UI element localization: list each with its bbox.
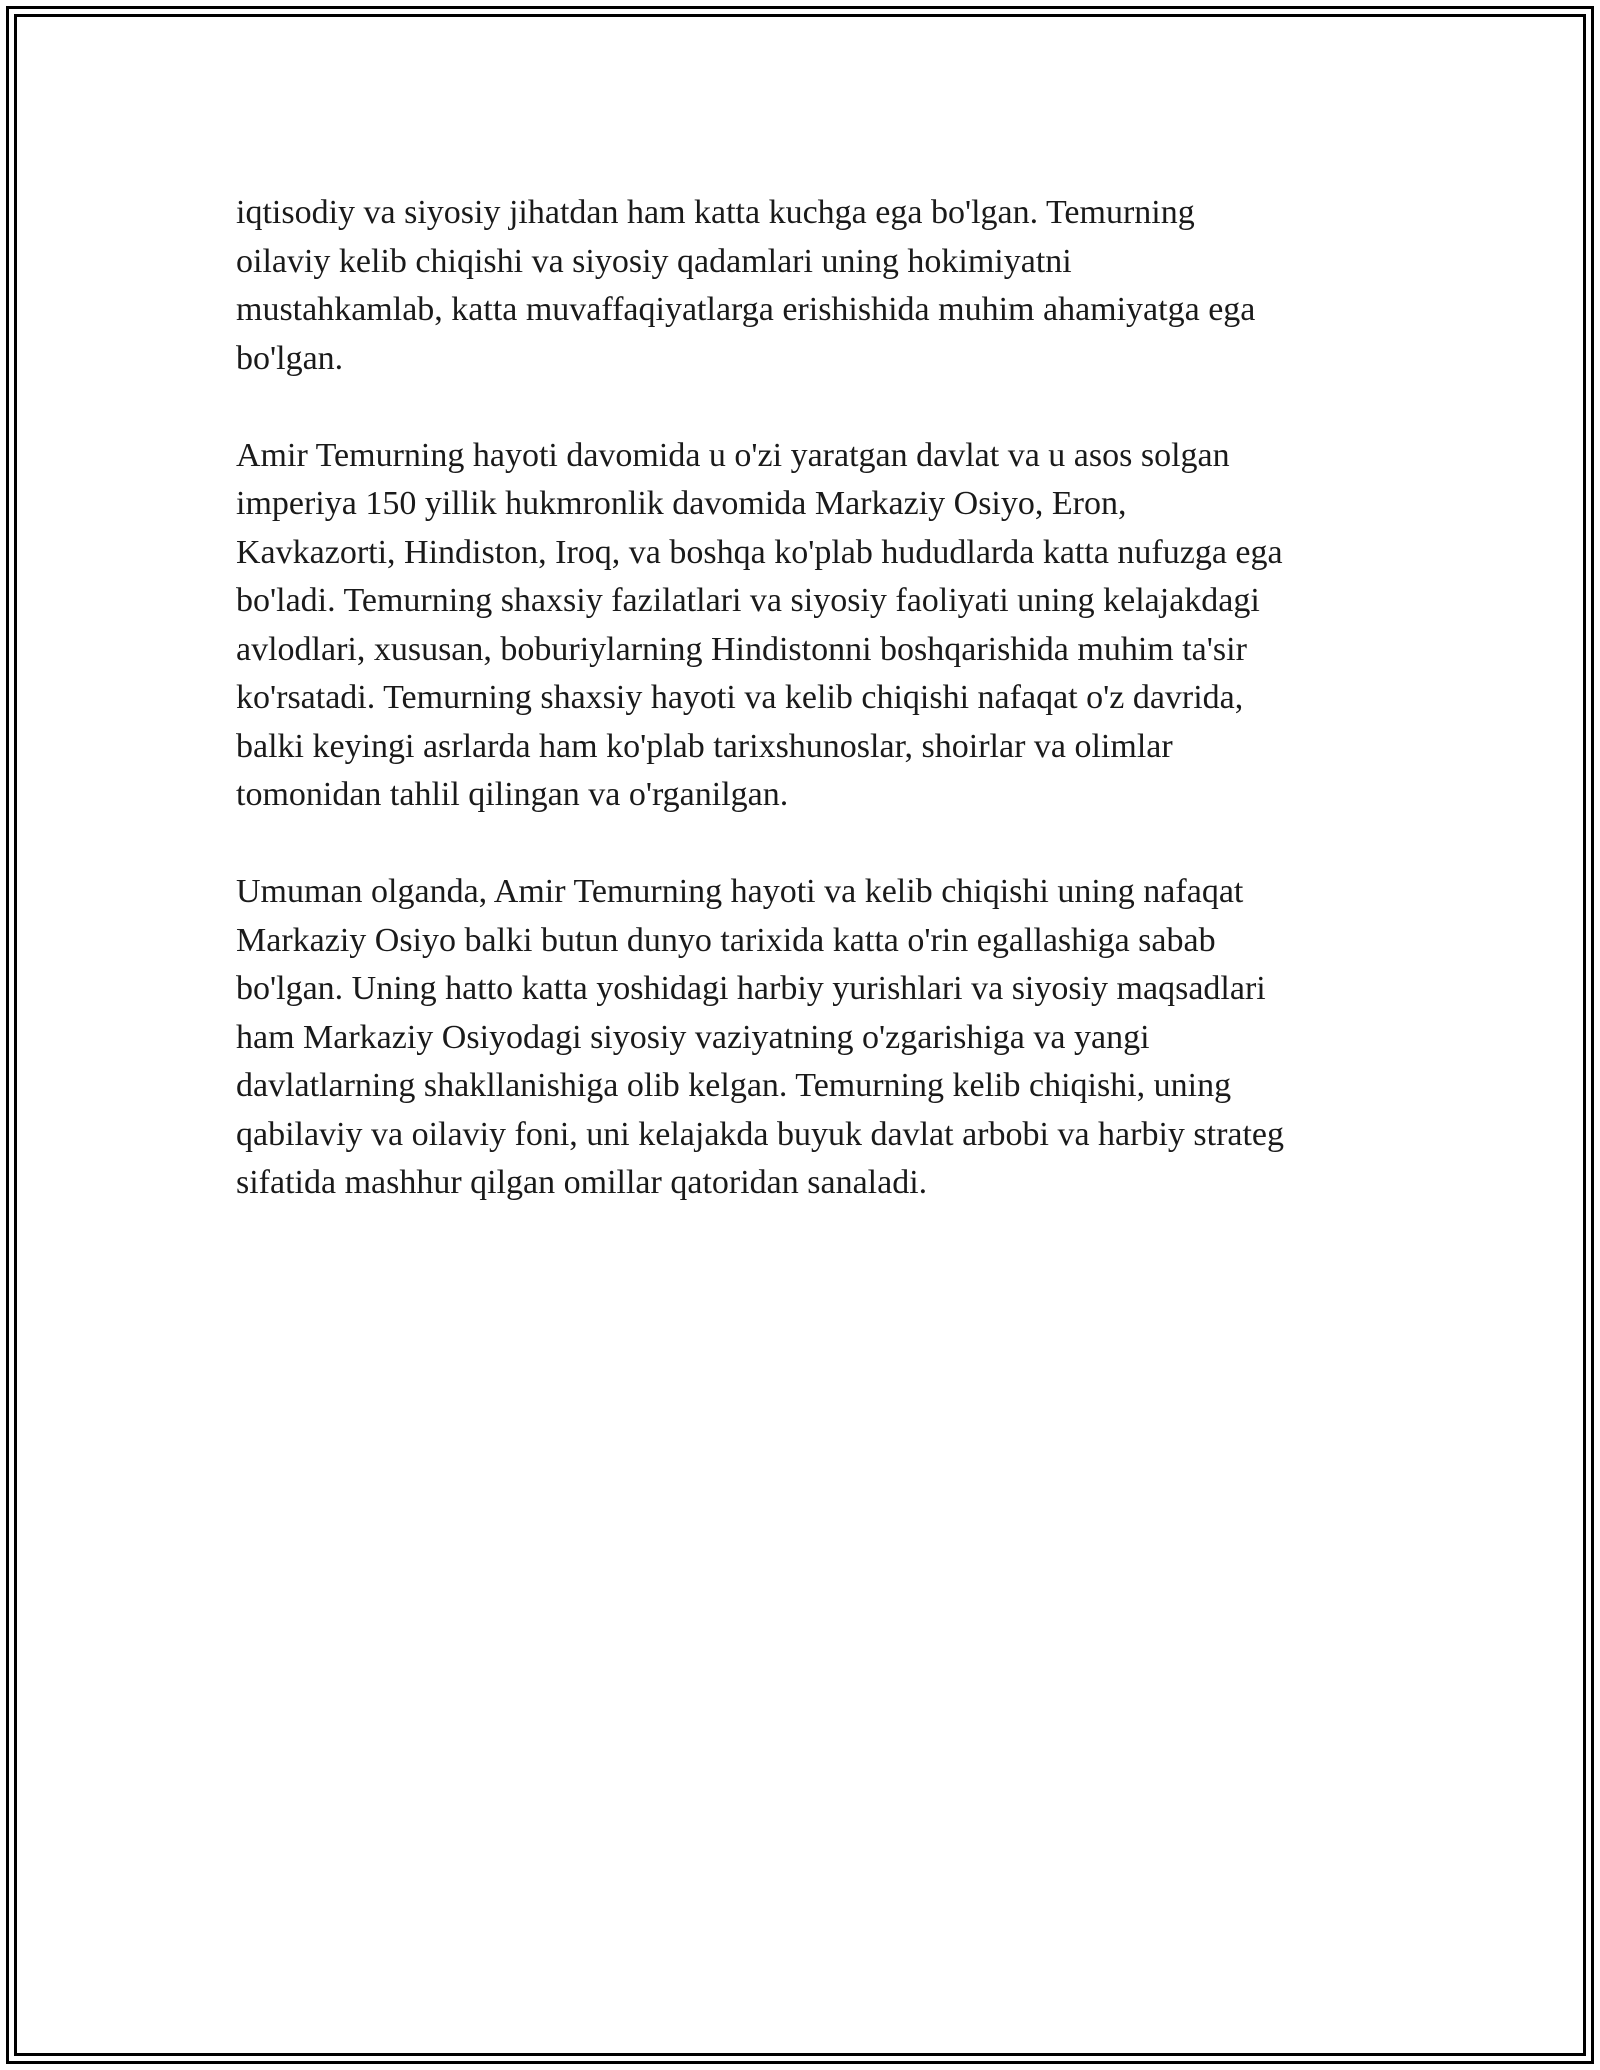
paragraph-2: Amir Temurning hayoti davomida u o'zi yaratgan davlat va u asos solgan imperiya 150 yillik hukmronlik davomida Markaziy Osiyo, Eron, Kavkazorti, Hindiston, Iroq, va boshqa ko'plab hududlarda katta nufuzga ega bo'ladi. Temurning shaxsiy fazilatlari va siyosiy faoliyati uning kelajakdagi avlodlari, xususan, boburiylarning Hindistonni boshqarishida muhim ta'sir ko'rsatadi. Temurning shaxsiy hayoti va kelib chiqishi nafaqat o'z davrida, balki keyingi asrlarda ham ko'plab tarixshunoslar, shoirlar va olimlar tomonidan tahlil qilingan va o'rganilgan.: [236, 436, 1283, 813]
document-body: [236, 189, 1386, 1256]
paragraph-1: iqtisodiy va siyosiy jihatdan ham katta kuchga ega bo'lgan. Temurning oilaviy kelib chiqishi va siyosiy qadamlari uning hokimiyatni mustahkamlab, katta muvaffaqiyatlarga erishishida muhim ahamiyatga ega bo'lgan.: [236, 194, 1256, 377]
paragraph-3: Umuman olganda, Amir Temurning hayoti va kelib chiqishi uning nafaqat Markaziy Osiyo balki butun dunyo tarixida katta o'rin egallashiga sabab bo'lgan. Uning hatto katta yoshidagi harbiy yurishlari va siyosiy maqsadlari ham Markaziy Osiyodagi siyosiy vaziyatning o'zgarishiga va yangi davlatlarning shakllanishiga olib kelgan. Temurning kelib chiqishi, uning qabilaviy va oilaviy foni, uni kelajakda buyuk davlat arbobi va harbiy strateg sifatida mashhur qilgan omillar qatoridan sanaladi.: [236, 873, 1285, 1201]
